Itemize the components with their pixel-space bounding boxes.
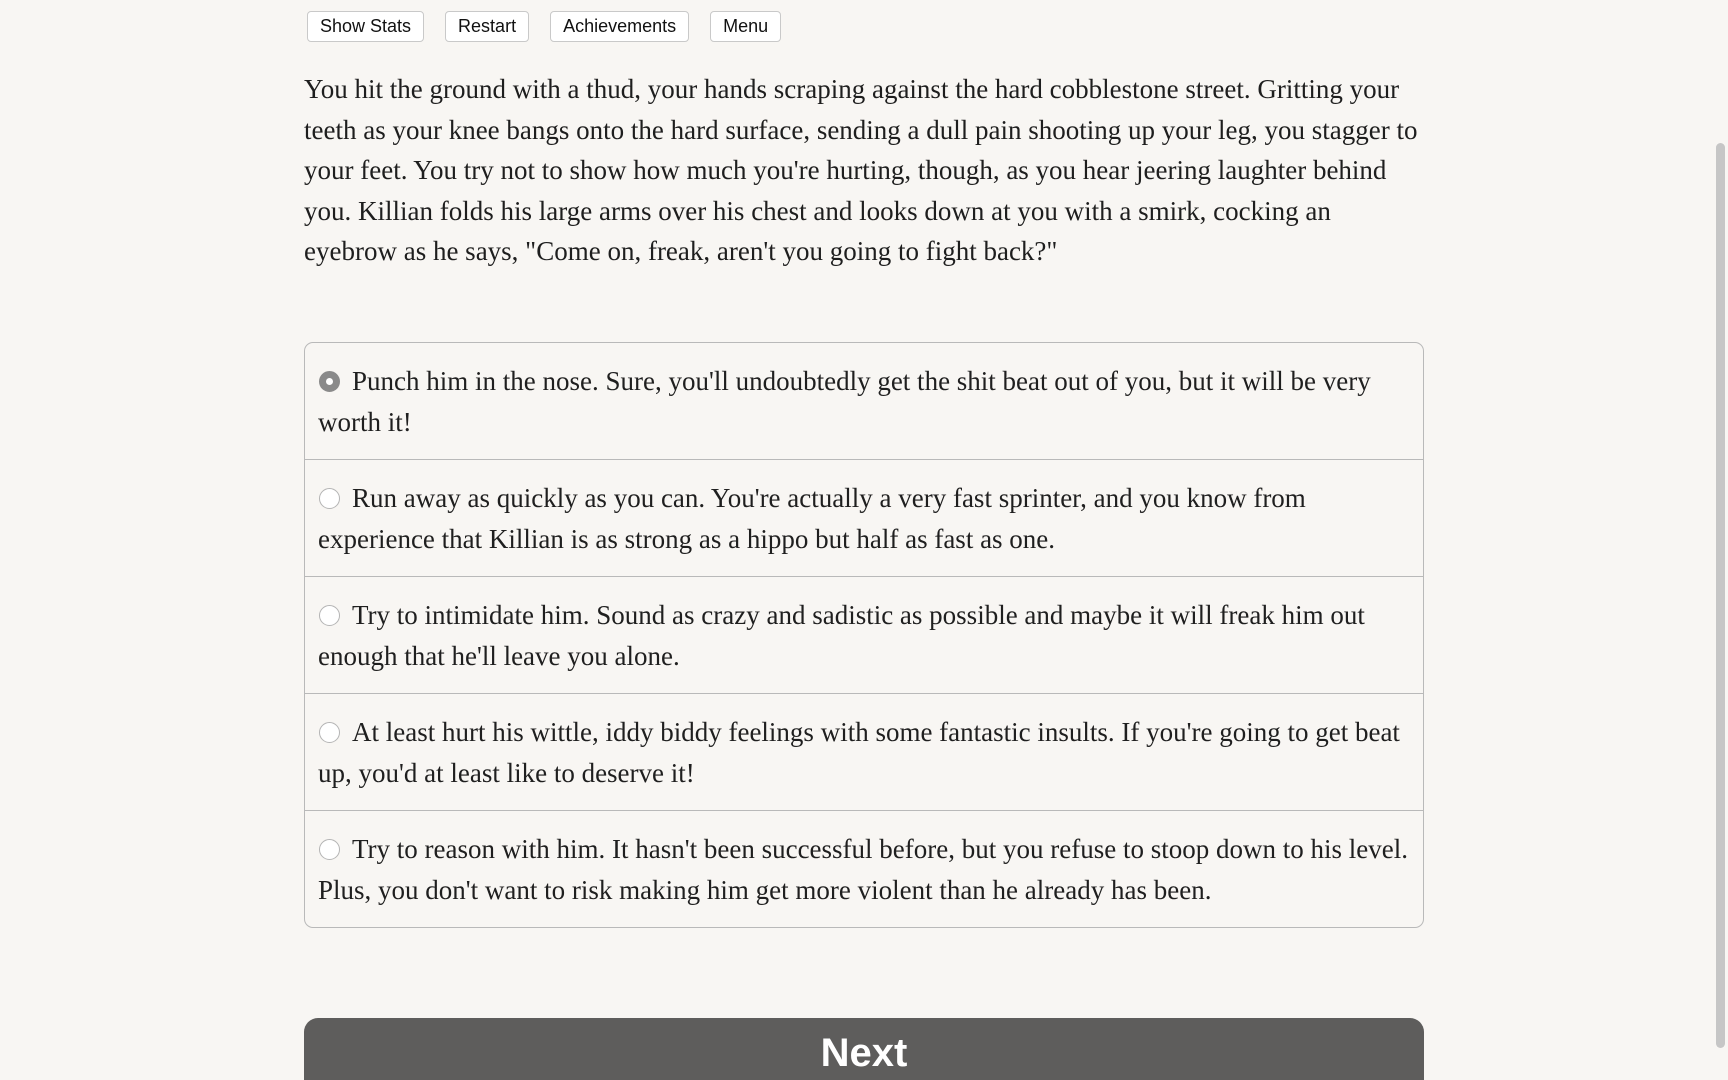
radio-button[interactable] [319, 488, 340, 509]
radio-button[interactable] [319, 722, 340, 743]
choice-text: Try to intimidate him. Sound as crazy and sadistic as possible and maybe it will freak him out enough that he'll leave you alone. [318, 600, 1365, 671]
choice-option-4[interactable] [305, 693, 1423, 810]
choice-text: Punch him in the nose. Sure, you'll undoubtedly get the shit beat out of you, but it will be very worth it! [318, 366, 1371, 437]
achievements-button[interactable]: Achievements [550, 11, 689, 42]
choice-text: Try to reason with him. It hasn't been successful before, but you refuse to stoop down to his level. Plus, you don't want to risk making him get more violent than he already has been. [318, 834, 1408, 905]
radio-button[interactable] [319, 605, 340, 626]
choice-option-3[interactable] [305, 576, 1423, 693]
radio-button[interactable] [319, 839, 340, 860]
scrollbar-thumb[interactable] [1716, 143, 1725, 1048]
story-passage: You hit the ground with a thud, your hands scraping against the hard cobblestone street. Gritting your teeth as your knee bangs onto the hard surface, sending a dull pain shooting up your leg, you stagger to your feet. You try not to show how much you're hurting, though, as you hear jeering laughter behind you. Killian folds his large arms over his chest and looks down at you with a smirk, cocking an eyebrow as he says, "Come on, freak, aren't you going to fight back?" [304, 74, 1418, 266]
radio-button-selected[interactable] [319, 371, 340, 392]
choice-option-2[interactable] [305, 459, 1423, 576]
choice-option-5[interactable] [305, 810, 1423, 927]
show-stats-button[interactable]: Show Stats [307, 11, 424, 42]
restart-button[interactable]: Restart [445, 11, 529, 42]
toolbar [307, 11, 781, 42]
choice-text: Run away as quickly as you can. You're actually a very fast sprinter, and you know from experience that Killian is as strong as a hippo but half as fast as one. [318, 483, 1306, 554]
next-button[interactable]: Next [304, 1018, 1424, 1080]
choice-option-1[interactable] [305, 343, 1423, 459]
choice-list [304, 342, 1424, 928]
choice-text: At least hurt his wittle, iddy biddy feelings with some fantastic insults. If you're going to get beat up, you'd at least like to deserve it! [318, 717, 1400, 788]
menu-button[interactable]: Menu [710, 11, 781, 42]
